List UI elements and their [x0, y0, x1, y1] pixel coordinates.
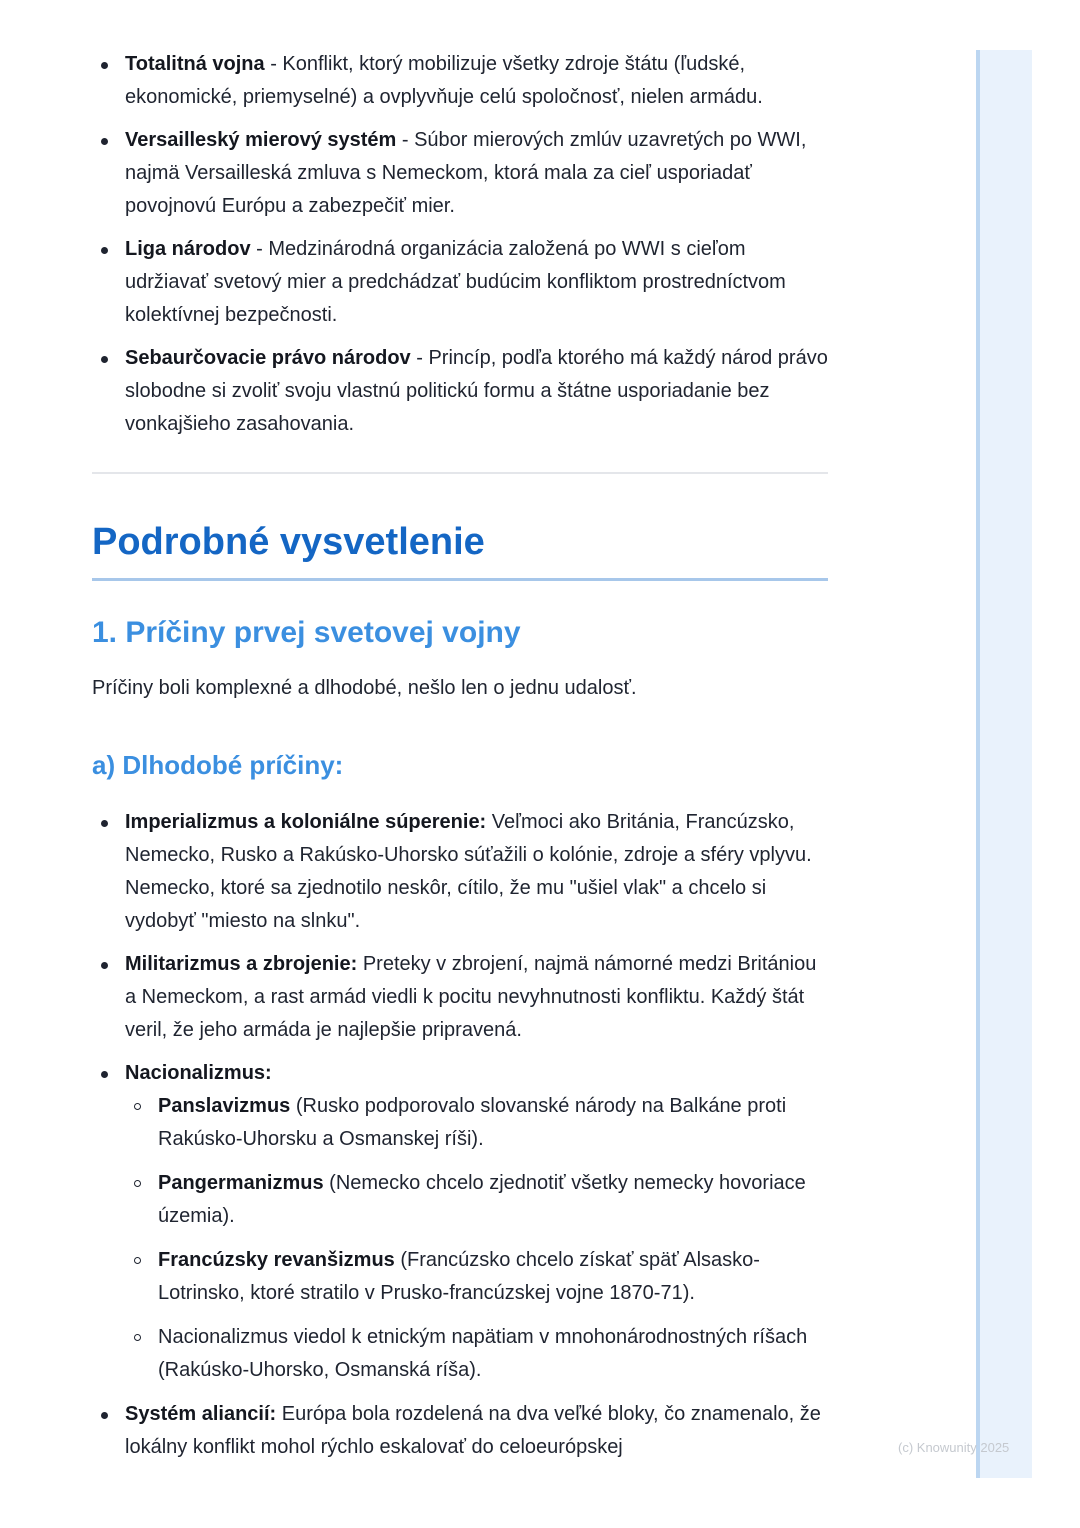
- document-body: [92, 48, 828, 1474]
- term: Versailleský mierový systém: [125, 129, 397, 151]
- description: (Francúzsko chcelo získať späť Alsasko-Lotrinsko, ktoré stratilo v Prusko-francúzskej vojne 1870-71).: [158, 1249, 760, 1304]
- list-item: [92, 342, 828, 441]
- sublist-item: [125, 1244, 828, 1310]
- term: Militarizmus a zbrojenie:: [125, 953, 358, 975]
- definition: - Konflikt, ktorý mobilizuje všetky zdroje štátu (ľudské, ekonomické, priemyselné) a ovplyvňuje celú spoločnosť, nielen armádu.: [125, 53, 763, 108]
- term: Systém aliancií:: [125, 1403, 277, 1425]
- term: Nacionalizmus:: [125, 1062, 272, 1084]
- causes-list: [92, 806, 828, 1464]
- definition: - Princíp, podľa ktorého má každý národ právo slobodne si zvoliť svoju vlastnú politickú formu a štátne usporiadanie bez vonkajšieho zasahovania.: [125, 347, 828, 435]
- sidebar-panel: [976, 50, 1032, 1478]
- sublist-item: [125, 1090, 828, 1156]
- sublist-item: [125, 1167, 828, 1233]
- list-item: [92, 233, 828, 332]
- list-item: [92, 1398, 828, 1464]
- list-item: [92, 806, 828, 938]
- definition: - Medzinárodná organizácia založená po WWI s cieľom udržiavať svetový mier a predchádzať budúcim konfliktom prostredníctvom kolektívnej bezpečnosti.: [125, 238, 786, 326]
- term: Imperializmus a koloniálne súperenie:: [125, 811, 487, 833]
- description: Európa bola rozdelená na dva veľké bloky, čo znamenalo, že lokálny konflikt mohol rýchlo eskalovať do celoeurópskej: [125, 1403, 821, 1458]
- intro-paragraph: Príčiny boli komplexné a dlhodobé, nešlo len o jednu udalosť.: [92, 677, 637, 699]
- sublist-item: [125, 1321, 828, 1387]
- description: (Nemecko chcelo zjednotiť všetky nemecky hovoriace územia).: [158, 1172, 806, 1227]
- subheading: a) Dlhodobé príčiny:: [92, 750, 344, 780]
- term: Liga národov: [125, 238, 251, 260]
- list-item: [92, 1057, 828, 1387]
- definitions-list: [92, 48, 828, 441]
- definition: - Súbor mierových zmlúv uzavretých po WWI, najmä Versailleská zmluva s Nemeckom, ktorá mala za cieľ usporiadať povojnovú Európu a zabezpečiť mier.: [125, 129, 807, 217]
- description: (Rusko podporovalo slovanské národy na Balkáne proti Rakúsko-Uhorsku a Osmanskej ríši).: [158, 1095, 787, 1150]
- description: Nacionalizmus viedol k etnickým napätiam v mnohonárodnostných ríšach (Rakúsko-Uhorsko, Osmanská ríša).: [158, 1326, 808, 1381]
- description: Preteky v zbrojení, najmä námorné medzi Britániou a Nemeckom, a rast armád viedli k pocitu nevyhnutnosti konfliktu. Každý štát veril, že jeho armáda je najlepšie pripravená.: [125, 953, 817, 1041]
- description: Veľmoci ako Británia, Francúzsko, Nemecko, Rusko a Rakúsko-Uhorsko súťažili o kolónie, zdroje a sféry vplyvu. Nemecko, ktoré sa zjednotilo neskôr, cítilo, že mu "ušiel vlak" a chcelo si vydobyť "miesto na slnku".: [125, 811, 812, 932]
- watermark: (c) Knowunity 2025: [898, 1440, 1010, 1455]
- divider: [92, 472, 828, 474]
- term: Panslavizmus: [158, 1095, 291, 1117]
- term: Pangermanizmus: [158, 1172, 324, 1194]
- section-title: Podrobné vysvetlenie: [92, 518, 828, 581]
- term: Sebaurčovacie právo národov: [125, 347, 411, 369]
- list-item: [92, 124, 828, 223]
- subsection-title: 1. Príčiny prvej svetovej vojny: [92, 616, 521, 649]
- list-item: [92, 48, 828, 114]
- term: Francúzsky revanšizmus: [158, 1249, 395, 1271]
- list-item: [92, 948, 828, 1047]
- term: Totalitná vojna: [125, 53, 265, 75]
- nationalism-sublist: [125, 1090, 828, 1387]
